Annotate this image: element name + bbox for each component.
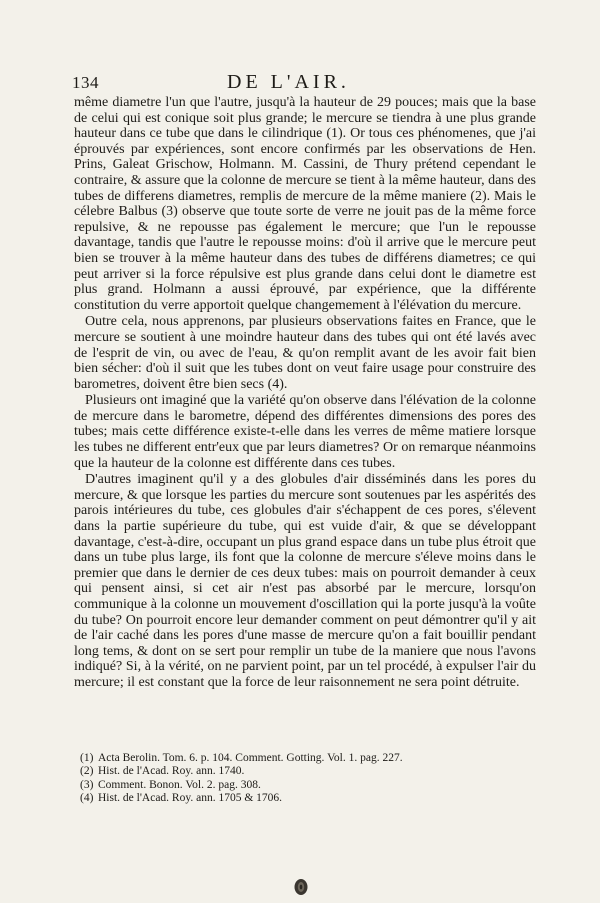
footnote-mark: (2)	[80, 765, 94, 778]
footnote-1	[80, 752, 520, 765]
running-head: DE L'AIR.	[227, 71, 350, 93]
page-header	[72, 73, 538, 95]
paragraph-4: D'autres imaginent qu'il y a des globules d'air disséminés dans les pores du mercure, & que lorsque les parties du mercure sont soutenues par les aspérités des parois intérieures du tube, ces globules d'air s'échappent de ces pores, s'élevent dans la partie supérieure du tube, qui est vuide d'air, & que se développant davantage, c'est-à-dire, occupant un plus grand espace dans un tube plus étroit que dans un tube plus large, ils font que la colonne de mercure s'éleve moins dans le premier que dans le dernier de ces deux tubes: mais on pourroit demander à ceux qui pensent ainsi, si cet air n'est pas absorbé par le mercure, lorsqu'on communique à la colonne un mouvement d'oscillation qui la porte jusqu'à la voûte du tube? On pourroit encore leur demander comment on peut démontrer qu'il y ait de l'air caché dans les pores d'une masse de mercure qu'on a fait bouillir pendant long tems, & dont on se sert pour remplir un tube de la maniere que nous l'avons indiqué? Si, à la vérité, on ne parvient point, par un tel procédé, à expulser l'air du mercure; il est constant que la force de leur raisonnement ne sera point détruite.	[74, 472, 536, 690]
footnotes	[80, 752, 520, 805]
footnote-mark: (4)	[80, 791, 94, 804]
page-number: 134	[72, 73, 99, 92]
footnote-text: Comment. Bonon. Vol. 2. pag. 308.	[98, 778, 261, 791]
paragraph-2: Outre cela, nous apprenons, par plusieurs observations faites en France, que le mercure se soutient à une moindre hauteur dans des tubes qui ont été lavés avec de l'esprit de vin, ou avec de l'eau, & qu'on remplit avant de les avoir fait bien bien sécher: d'où il suit que les tubes dont on veut faire usage pour construire des barometres, doivent être bien secs (4).	[74, 314, 536, 392]
fleuron-ornament-icon	[293, 878, 309, 896]
paragraph-1: même diametre l'un que l'autre, jusqu'à la hauteur de 29 pouces; mais que la base de celui qui est conique soit plus grande; le mercure se tiendra à une plus grande hauteur dans ce tube que dans le cilindrique (1). Or tous ces phénomenes, que j'ai éprouvés par expériences, sont encore confirmés par les observations de Hen. Prins, Galeat Grischow, Holmann. M. Cassini, de Thury prétend cependant le contraire, & assure que la colonne de mercure se tient à la même hauteur, dans des tubes de differens diametres, remplis de mercure de la même maniere (2). Mais le célebre Balbus (3) observe que toute sorte de verre ne jouit pas de la même force repulsive, & ne repousse pas également le mercure; que l'un le repousse davantage, tandis que l'autre le repousse moins: d'où il arrive que le mercure peut bien se trouver à la même hauteur dans des tubes de différens diametres; ce qui peut arriver si la force répulsive est plus grande dans celui dont le diametre est plus grand. Holmann a aussi éprouvé, par expérience, que la différente constitution du verre apportoit quelque changemement à l'élévation du mercure.	[74, 95, 536, 313]
footnote-text: Acta Berolin. Tom. 6. p. 104. Comment. Gotting. Vol. 1. pag. 227.	[98, 752, 403, 764]
footnote-2	[80, 765, 520, 778]
footnote-text: Hist. de l'Acad. Roy. ann. 1740.	[98, 765, 245, 778]
footnote-3	[80, 779, 520, 792]
footnote-text: Hist. de l'Acad. Roy. ann. 1705 & 1706.	[98, 791, 283, 804]
footnote-mark: (3)	[80, 778, 94, 791]
paragraph-3: Plusieurs ont imaginé que la variété qu'on observe dans l'élévation de la colonne de mercure dans le barometre, dépend des différentes dimensions des pores des tubes; mais cette différence existe-t-elle dans les verres de même matiere lorsque les tubes ne different entr'eux que par leurs diametres? Or on remarque néanmoins que la hauteur de la colonne est différente dans ces tubes.	[74, 393, 536, 471]
footnote-4	[80, 792, 520, 805]
footnote-mark: (1)	[80, 752, 94, 764]
body-text	[74, 95, 536, 691]
